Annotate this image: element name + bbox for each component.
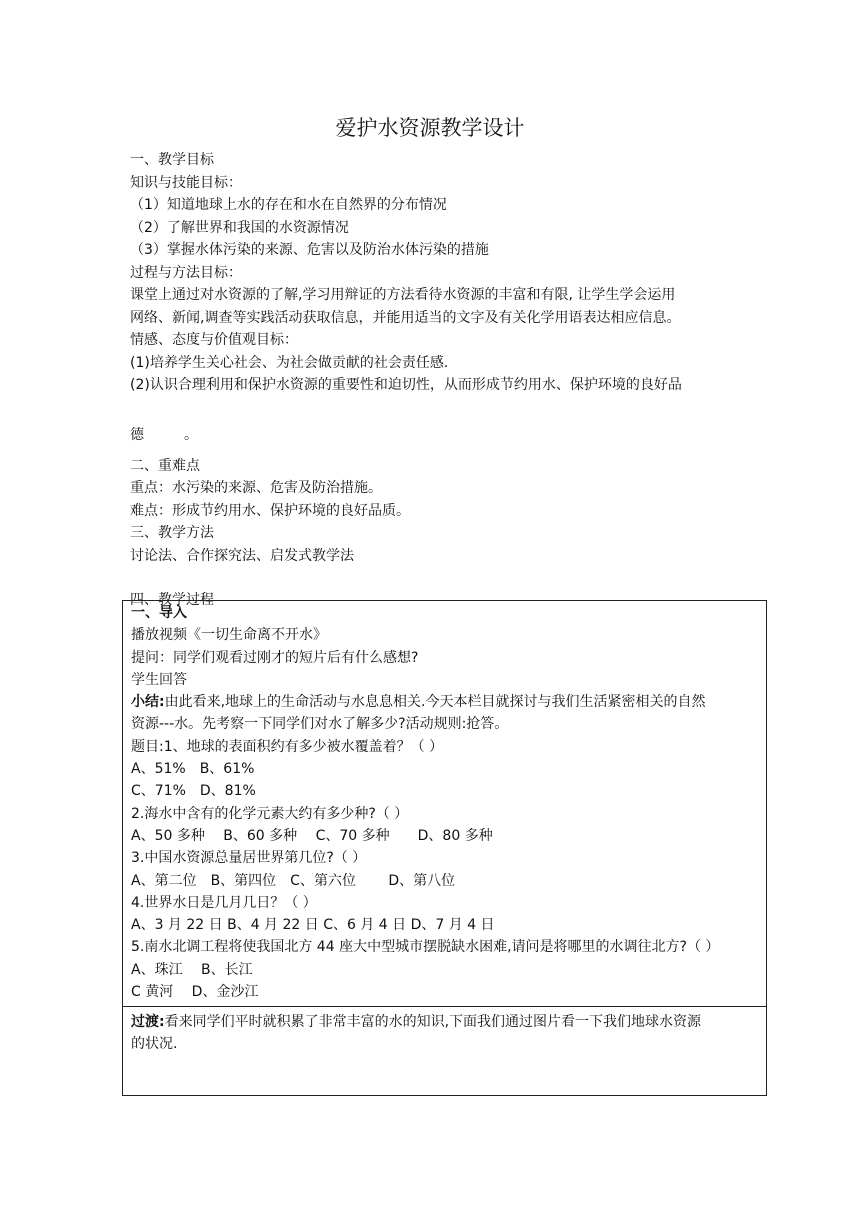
transition-text-1: 看来同学们平时就积累了非常丰富的水的知识,下面我们通过图片看一下我们地球水资源 — [164, 1014, 702, 1030]
emotion-item-2: (2)认识合理利用和保护水资源的重要性和迫切性，从而形成节约用水、保护环境的良好品 — [130, 377, 682, 393]
quiz-question-4: 4.世界水日是几月几日？（ ） — [131, 894, 317, 911]
section-heading-objectives: 一、教学目标 — [130, 152, 214, 168]
quiz-question-4-options: A、3 月 22 日 B、4 月 22 日 C、6 月 4 日 D、7 月 4 日 — [131, 917, 495, 934]
quiz-question-3-options: A、第二位 B、第四位 C、第六位 D、第八位 — [131, 872, 456, 889]
quiz-question-2-options: A、50 多种 B、60 多种 C、70 多种 D、80 多种 — [131, 827, 493, 844]
transition-line-1 — [131, 1011, 758, 1033]
table-cell-intro — [123, 601, 766, 1007]
student-answer-text: 学生回答 — [131, 671, 187, 688]
transition-text-2: 的状况. — [131, 1036, 178, 1053]
knowledge-item-1: （1）知道地球上水的存在和水在自然界的分布情况 — [130, 197, 447, 213]
document-body — [130, 149, 770, 612]
teaching-process-table — [122, 600, 767, 1096]
key-point: 重点：水污染的来源、危害及防治措施。 — [130, 480, 382, 496]
methods-text: 讨论法、合作探究法、启发式教学法 — [130, 547, 354, 564]
document-title: 爱护水资源教学设计 — [335, 116, 525, 140]
quiz-question-5-options-cd: C 黄河 D、金沙江 — [131, 984, 259, 1001]
process-text-2: 网络、新闻,调查等实践活动获取信息，并能用适当的文字及有关化学用语表达相应信息。 — [130, 309, 681, 326]
quiz-question-1: 题目:1、地球的表面积约有多少被水覆盖着？（ ） — [131, 738, 444, 755]
knowledge-item-3: （3）掌握水体污染的来源、危害以及防治水体污染的措施 — [130, 242, 489, 258]
knowledge-item-2: （2）了解世界和我国的水资源情况 — [130, 219, 349, 236]
quiz-question-3: 3.中国水资源总量居世界第几位?（ ） — [131, 850, 367, 867]
summary-text-1: 由此看来,地球上的生命活动与水息息相关.今天本栏目就探讨与我们生活紧密相关的自然 — [164, 694, 706, 711]
difficult-point: 难点：形成节约用水、保护环境的良好品质。 — [130, 502, 410, 519]
question-text: 提问：同学们观看过刚才的短片后有什么感想? — [131, 649, 419, 666]
process-heading: 过程与方法目标： — [130, 264, 242, 281]
summary-line-1 — [131, 691, 758, 713]
quiz-question-2: 2.海水中含有的化学元素大约有多少种?（ ） — [131, 805, 409, 822]
table-cell-transition — [123, 1007, 766, 1095]
quiz-question-1-options-ab: A、51% B、61% — [131, 761, 255, 778]
section-heading-process: 四、教学过程 — [130, 592, 214, 608]
emotion-tail-period: 。 — [184, 426, 198, 443]
emotion-tail-char: 德 — [130, 426, 144, 443]
section-heading-methods: 三、教学方法 — [130, 525, 214, 541]
transition-label: 过渡: — [131, 1014, 165, 1030]
section-heading-key-points: 二、重难点 — [130, 457, 200, 474]
emotion-item-1: (1)培养学生关心社会、为社会做贡献的社会责任感. — [130, 354, 449, 371]
emotion-heading: 情感、态度与价值观目标： — [130, 332, 298, 348]
quiz-question-1-options-cd: C、71% D、81% — [131, 783, 256, 800]
summary-label: 小结: — [131, 694, 165, 711]
process-text-1: 课堂上通过对水资源的了解,学习用辩证的方法看待水资源的丰富和有限, 让学生学会运用 — [130, 287, 676, 303]
intro-heading: 一、导入 — [131, 605, 187, 621]
emotion-item-2-tail — [130, 415, 770, 455]
quiz-question-5: 5.南水北调工程将使我国北方 44 座大中型城市摆脱缺水困难,请问是将哪里的水调往北方?（ ） — [131, 939, 720, 956]
summary-text-2: 资源---水。先考察一下同学们对水了解多少?活动规则:抢答。 — [131, 716, 509, 733]
play-video-text: 播放视频《一切生命离不开水》 — [131, 627, 327, 644]
knowledge-heading: 知识与技能目标： — [130, 174, 242, 191]
quiz-question-5-options-ab: A、珠江 B、长江 — [131, 961, 253, 978]
